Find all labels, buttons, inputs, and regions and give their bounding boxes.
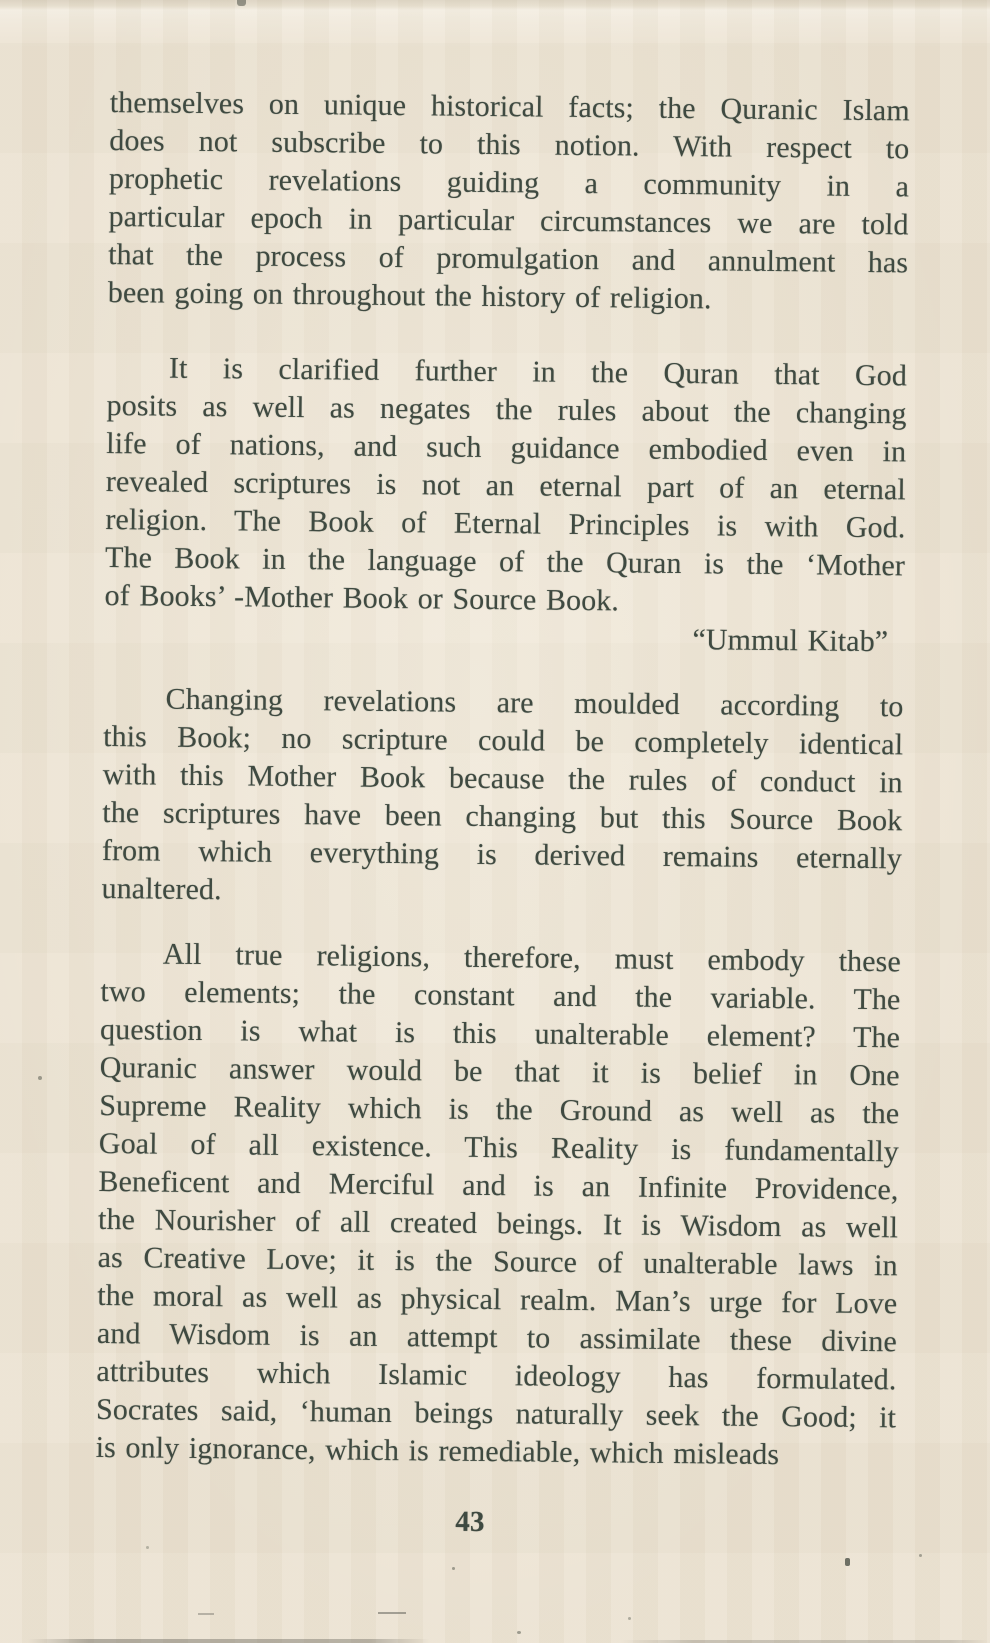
ink-speck [628, 1617, 631, 1620]
text-line: with this Mother Book because the rules of conduct in [102, 757, 903, 800]
ink-speck [845, 1558, 850, 1566]
text-line: the moral as well as physical realm. Man’s urge for Love [97, 1278, 898, 1321]
page-number: 43 [455, 1505, 485, 1539]
attribution-ummul-kitab: “Ummul Kitab” [692, 623, 889, 659]
text-line: been going on throughout the history of religion. [107, 275, 712, 316]
text-line: Changing revelations are moulded according to [165, 682, 904, 724]
text-line: does not subscribe to this notion. With respect to [109, 123, 910, 166]
text-line: All true religions, therefore, must embody these [162, 937, 902, 979]
ink-speck [146, 1546, 149, 1549]
text-line: and Wisdom is an attempt to assimilate these divine [96, 1316, 898, 1359]
text-line: Quranic answer would be that it is belief in One [99, 1050, 900, 1093]
paragraph-changing-revelations [101, 680, 903, 916]
ink-speck [517, 1631, 521, 1634]
text-line: religion. The Book of Eternal Principles is with God. [105, 502, 906, 545]
paragraph-clarified-in-quran [104, 349, 907, 623]
paragraph-continuation [108, 84, 910, 320]
text-line: particular epoch in particular circumstances we are told [108, 199, 909, 242]
text-line: It is clarified further in the Quran that God [168, 351, 908, 393]
text-line: from which everything is derived remains eternally [101, 833, 903, 876]
text-line: is only ignorance, which is remediable, which misleads [95, 1430, 780, 1472]
scan-smudge-bottom-left [28, 1639, 430, 1643]
text-line: life of nations, and such guidance embodied even in [106, 426, 907, 469]
text-line: unaltered. [101, 871, 222, 907]
text-line: of Books’ -Mother Book or Source Book. [104, 578, 620, 618]
text-line: the Nourisher of all created beings. It is Wisdom as well [97, 1202, 899, 1245]
scan-dash-mark [378, 1612, 406, 1614]
text-line: The Book in the language of the Quran is the ‘Mother [104, 540, 906, 583]
text-line: revealed scriptures is not an eternal part of an eternal [105, 464, 906, 507]
paragraph-all-true-religions [96, 935, 902, 1475]
text-line: this Book; no scripture could be completely identical [102, 719, 904, 762]
ink-speck [452, 1567, 455, 1570]
text-line: themselves on unique historical facts; the Quranic Islam [109, 85, 910, 128]
scan-dash-mark [198, 1613, 214, 1615]
text-line: Goal of all existence. This Reality is fundamentally [98, 1126, 900, 1169]
text-line: question is what is this unalterable element? The [99, 1012, 901, 1055]
text-line: the scriptures have been changing but this Source Book [102, 795, 903, 838]
text-line: Supreme Reality which is the Ground as well as the [99, 1088, 900, 1131]
text-line: two elements; the constant and the variable. The [100, 974, 901, 1017]
text-line: attributes which Islamic ideology has formulated. [96, 1354, 897, 1397]
text-line: prophetic revelations guiding a community in a [108, 161, 910, 204]
text-line: posits as well as negates the rules about the changing [106, 388, 907, 431]
text-line: Socrates said, ‘human beings naturally seek the Good; it [95, 1392, 897, 1435]
ink-speck [919, 1554, 922, 1557]
text-line: as Creative Love; it is the Source of unalterable laws in [97, 1240, 898, 1283]
text-line: Beneficent and Merciful and is an Infinite Providence, [98, 1164, 899, 1207]
text-line: that the process of promulgation and annulment has [108, 237, 909, 280]
